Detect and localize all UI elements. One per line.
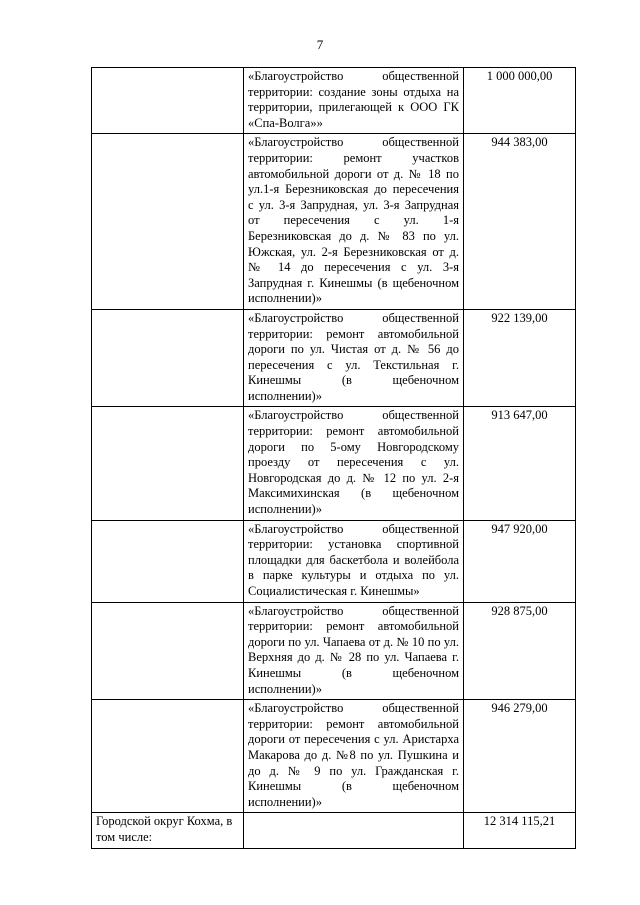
region-cell (92, 134, 244, 310)
amount-cell: 946 279,00 (464, 700, 576, 813)
description-cell: «Благоустройство общественной территории: ремонт автомобильной дороги от пересечения с ул. Аристарха Макарова до д. №8 по ул. Пушкина и до д. № 9 по ул. Гражданская г. Кинешмы (в щебеночном исполнении)» (244, 700, 464, 813)
amount-cell: 922 139,00 (464, 309, 576, 407)
region-cell (92, 602, 244, 700)
description-cell: «Благоустройство общественной территории: создание зоны отдыха на территории, прилегающей к ООО ГК «Спа-Волга»» (244, 68, 464, 134)
table-row (92, 700, 576, 813)
table-row (92, 813, 576, 848)
amount-cell: 913 647,00 (464, 407, 576, 520)
region-cell (92, 700, 244, 813)
description-cell: «Благоустройство общественной территории: ремонт автомобильной дороги по 5-ому Новгородскому проезду от пересечения с ул. Новгородская до д. № 12 по ул. 2-я Максимихинская (в щебеночном исполнении)» (244, 407, 464, 520)
region-cell (92, 309, 244, 407)
amount-cell: 944 383,00 (464, 134, 576, 310)
region-cell: Городской округ Кохма, в том числе: (92, 813, 244, 848)
region-cell (92, 520, 244, 602)
region-cell (92, 407, 244, 520)
table-row (92, 520, 576, 602)
description-cell: «Благоустройство общественной территории: ремонт автомобильной дороги по ул. Чистая от д. № 56 до пересечения с ул. Текстильная г. Кинешмы (в щебеночном исполнении)» (244, 309, 464, 407)
page-number: 7 (316, 37, 324, 52)
amount-cell: 1 000 000,00 (464, 68, 576, 134)
amount-cell: 928 875,00 (464, 602, 576, 700)
description-cell (244, 813, 464, 848)
table-row (92, 602, 576, 700)
description-cell: «Благоустройство общественной территории: ремонт участков автомобильной дороги от д. № 18 по ул.1-я Березниковская до пересечения с ул. 3-я Запрудная, ул. 3-я Запрудная от пересечения с ул. 1-я Березниковская до д. № 83 по ул. Южская, ул. 2-я Березниковская от д. № 14 до пересечения с ул. 3-я Запрудная г. Кинешмы (в щебеночном исполнении)» (244, 134, 464, 310)
description-cell: «Благоустройство общественной территории: установка спортивной площадки для баскетбола и волейбола в парке культуры и отдыха по ул. Социалистическая г. Кинешмы» (244, 520, 464, 602)
amount-cell: 947 920,00 (464, 520, 576, 602)
table-row (92, 309, 576, 407)
amount-cell: 12 314 115,21 (464, 813, 576, 848)
table-row (92, 68, 576, 134)
budget-table (91, 67, 576, 849)
table-row (92, 134, 576, 310)
description-cell: «Благоустройство общественной территории: ремонт автомобильной дороги по ул. Чапаева от д. № 10 по ул. Верхняя до д. № 28 по ул. Чапаева г. Кинешмы (в щебеночном исполнении)» (244, 602, 464, 700)
region-cell (92, 68, 244, 134)
table-row (92, 407, 576, 520)
